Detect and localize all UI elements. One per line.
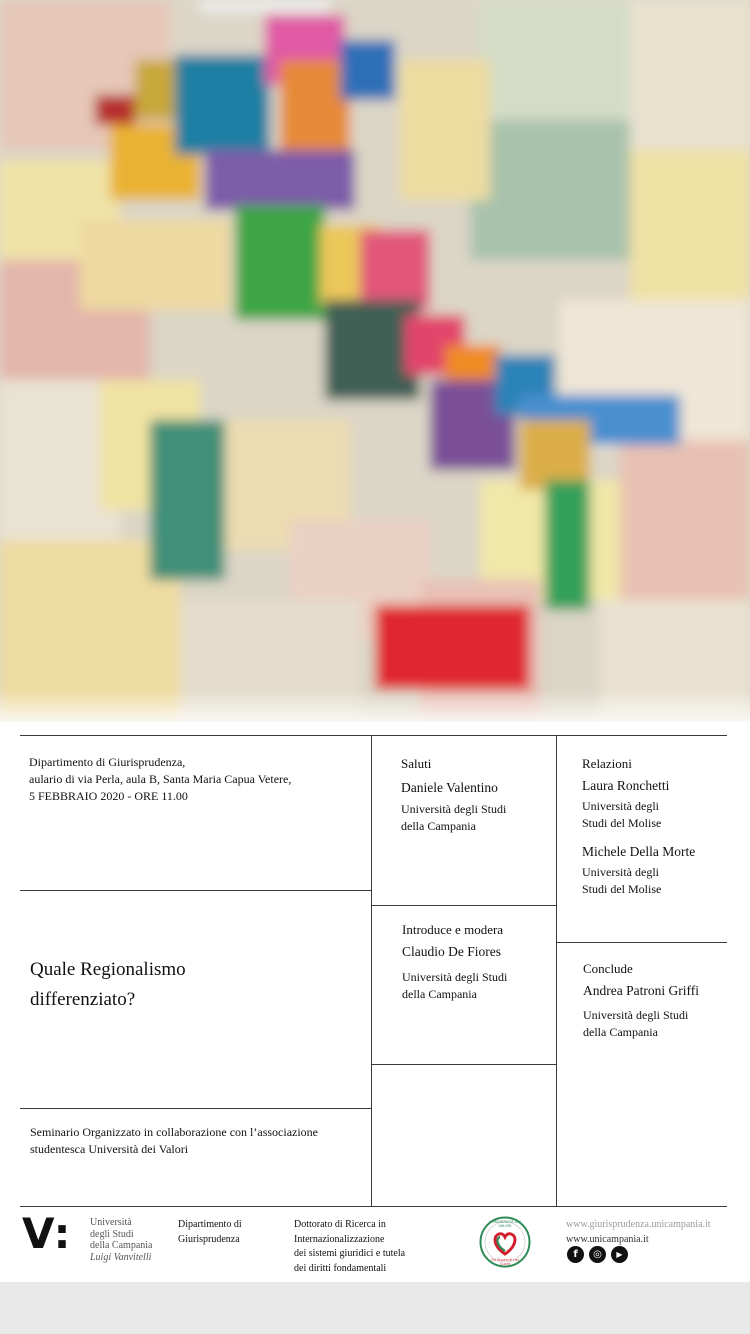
university-name-line-3: della Campania: [90, 1240, 153, 1251]
relazioni-speaker-1-affiliation-2: Studi del Molise: [582, 816, 662, 830]
department-line-1: Dipartimento di: [178, 1219, 242, 1230]
university-name-line-1: Università: [90, 1217, 132, 1228]
doctorate-line-4: dei diritti fondamentali: [294, 1262, 387, 1274]
facebook-icon[interactable]: f: [567, 1246, 584, 1263]
relazioni-speaker-2-affiliation-2: Studi del Molise: [582, 882, 662, 896]
middle-row-divider-2: [371, 1064, 556, 1065]
university-logo-mark: V:: [22, 1209, 72, 1258]
column-divider-1: [371, 735, 372, 1206]
organizer-line-1: Seminario Organizzato in collaborazione con l’associazione: [30, 1125, 318, 1139]
conclude-speaker: Andrea Patroni Griffi: [583, 983, 699, 998]
saluti-speaker: Daniele Valentino: [401, 780, 498, 795]
event-title-line-2: differenziato?: [30, 989, 136, 1010]
conclude-heading: Conclude: [583, 961, 633, 976]
conclude-affiliation-2: della Campania: [583, 1025, 658, 1039]
relazioni-speaker-1-affiliation-1: Università degli: [582, 799, 659, 813]
department-line-2: Giurisprudenza: [178, 1233, 240, 1245]
right-row-divider: [556, 942, 727, 943]
conclude-affiliation-1: Università degli Studi: [583, 1008, 689, 1022]
event-venue-info: [29, 754, 369, 805]
badge-bottom-text: Gli Studenti nel Cuore: [491, 1258, 519, 1266]
youtube-icon[interactable]: ▶: [611, 1246, 628, 1263]
university-name-line-4: Luigi Vanvitelli: [90, 1251, 152, 1263]
organizer-note: [30, 1124, 365, 1158]
event-date-time: 5 FEBBRAIO 2020 - ORE 11.00: [29, 789, 188, 803]
moderator-heading: Introduce e modera: [402, 922, 504, 937]
universita-dei-valori-badge: [479, 1216, 531, 1268]
website-link-giurisprudenza[interactable]: www.giurisprudenza.unicampania.it: [566, 1219, 711, 1230]
left-row-divider-1: [20, 890, 371, 891]
organizer-line-2: studentesca Università dei Valori: [30, 1142, 189, 1156]
relazioni-speaker-2-affiliation-1: Università degli: [582, 865, 659, 879]
relazioni-speaker-2: Michele Della Morte: [582, 844, 696, 859]
saluti-affiliation-1: Università degli Studi: [401, 802, 507, 816]
relazioni-section: [582, 755, 722, 898]
bottom-divider: [20, 1206, 727, 1207]
doctorate-line-2: Internazionalizzazione: [294, 1233, 385, 1245]
website-link-unicampania[interactable]: www.unicampania.it: [566, 1233, 649, 1245]
left-row-divider-2: [20, 1108, 371, 1109]
website-links: [566, 1218, 746, 1247]
event-title: [30, 955, 360, 1015]
university-name: [90, 1217, 165, 1263]
instagram-icon[interactable]: ◎: [589, 1246, 606, 1263]
middle-row-divider-1: [371, 905, 556, 906]
saluti-heading: Saluti: [401, 756, 432, 771]
university-name-line-2: degli Studi: [90, 1228, 134, 1240]
university-logo: [22, 1209, 162, 1264]
saluti-affiliation-2: della Campania: [401, 819, 476, 833]
venue-line-2: aulario di via Perla, aula B, Santa Maria Capua Vetere,: [29, 772, 292, 786]
department-name: [178, 1218, 278, 1247]
moderator-speaker: Claudio De Fiores: [402, 944, 501, 959]
hero-fade: [0, 690, 750, 722]
venue-line-1: Dipartimento di Giurisprudenza,: [29, 755, 186, 769]
moderator-affiliation-1: Università degli Studi: [402, 970, 508, 984]
conclude-section: [583, 960, 723, 1041]
saluti-section: [401, 755, 551, 835]
moderator-affiliation-2: della Campania: [402, 987, 477, 1001]
top-divider: [20, 735, 727, 736]
event-title-line-1: Quale Regionalismo: [30, 959, 186, 980]
relazioni-speaker-1: Laura Ronchetti: [582, 778, 670, 793]
doctorate-line-1: Dottorato di Ricerca in: [294, 1219, 386, 1230]
column-divider-2: [556, 735, 557, 1206]
doctorate-info: [294, 1218, 444, 1276]
relazioni-heading: Relazioni: [582, 756, 632, 771]
moderator-section: [402, 921, 552, 1003]
doctorate-line-3: dei sistemi giuridici e tutela: [294, 1248, 406, 1259]
badge-top-text: L'UNIVERSITÀ DEI VALORI: [489, 1220, 521, 1228]
